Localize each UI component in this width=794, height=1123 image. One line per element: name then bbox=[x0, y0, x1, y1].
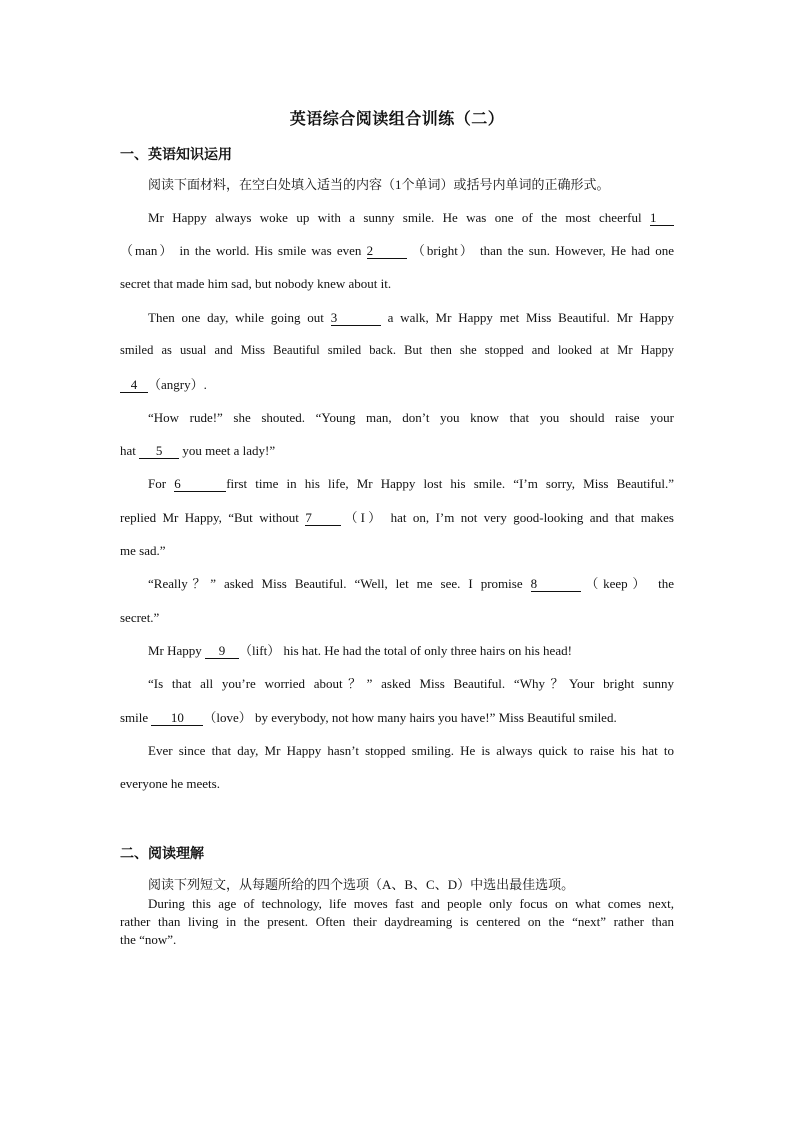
passage-line: everyone he meets. bbox=[120, 776, 220, 791]
passage-line: For 6 first time in his life, Mr Happy lost his smile. “I’m sorry, Miss Beautiful.” bbox=[148, 476, 674, 491]
passage-line: secret that made him sad, but nobody knew about it. bbox=[120, 276, 392, 291]
blank-3[interactable]: 3 bbox=[331, 311, 381, 326]
passage-line: replied Mr Happy, “But without 7 （I） hat on, I’m not very good-looking and that makes bbox=[120, 510, 674, 525]
passage-line: 4 （angry）. bbox=[120, 376, 674, 394]
passage-line: the “now”. bbox=[120, 932, 177, 947]
blank-9[interactable]: 9 bbox=[205, 644, 239, 659]
blank-10[interactable]: 10 bbox=[151, 711, 203, 726]
blank-7[interactable]: 7 bbox=[305, 511, 341, 526]
passage-line: （man） in the world. His smile was even 2 （bright） than the sun. However, He had one bbox=[120, 243, 675, 258]
section-heading-knowledge: 一、英语知识运用 bbox=[120, 148, 232, 163]
passage-line: secret.” bbox=[120, 610, 160, 625]
passage-line: smile 10 （love） by everybody, not how many hairs you have!” Miss Beautiful smiled. bbox=[120, 710, 617, 725]
document-title: 英语综合阅读组合训练（二） bbox=[289, 111, 505, 128]
section-instruction: 阅读下面材料，在空白处填入适当的内容（1个单词）或括号内单词的正确形式。 bbox=[148, 177, 610, 192]
blank-8[interactable]: 8 bbox=[531, 577, 581, 592]
passage-line: Mr Happy 9 （lift） his hat. He had the total of only three hairs on his head! bbox=[148, 643, 572, 658]
passage-line: “Is that all you’re worried about？” asked Miss Beautiful. “Why？Your bright sunny bbox=[148, 676, 674, 691]
blank-2[interactable]: 2 bbox=[367, 244, 407, 259]
passage-line: During this age of technology, life moves fast and people only focus on what comes next, bbox=[148, 896, 674, 911]
blank-4[interactable]: 4 bbox=[120, 378, 148, 393]
passage-line: me sad.” bbox=[120, 543, 166, 558]
blank-5[interactable]: 5 bbox=[139, 444, 179, 459]
passage-line: Ever since that day, Mr Happy hasn’t stopped smiling. He is always quick to raise his hat to bbox=[148, 743, 674, 758]
passage-line: hat 5 you meet a lady!” bbox=[120, 443, 276, 458]
passage-line: Mr Happy always woke up with a sunny smile. He was one of the most cheerful 1 bbox=[148, 209, 674, 227]
blank-1[interactable]: 1 bbox=[650, 211, 674, 226]
passage-line: “Really？” asked Miss Beautiful. “Well, let me see. I promise 8 （keep） the bbox=[148, 576, 674, 591]
blank-6[interactable]: 6 bbox=[174, 477, 226, 492]
passage-line: rather than living in the present. Often their daydreaming is centered on the “next” rather than bbox=[120, 914, 674, 929]
passage-line: smiled as usual and Miss Beautiful smiled back. But then she stopped and looked at Mr Happy bbox=[120, 343, 674, 357]
section-heading-reading: 二、阅读理解 bbox=[120, 847, 204, 862]
section-instruction: 阅读下列短文，从每题所给的四个选项（A、B、C、D）中选出最佳选项。 bbox=[148, 877, 575, 892]
passage-line: Then one day, while going out 3 a walk, Mr Happy met Miss Beautiful. Mr Happy bbox=[148, 310, 675, 325]
passage-line: “How rude!” she shouted. “Young man, don’t you know that you should raise your bbox=[148, 410, 674, 425]
